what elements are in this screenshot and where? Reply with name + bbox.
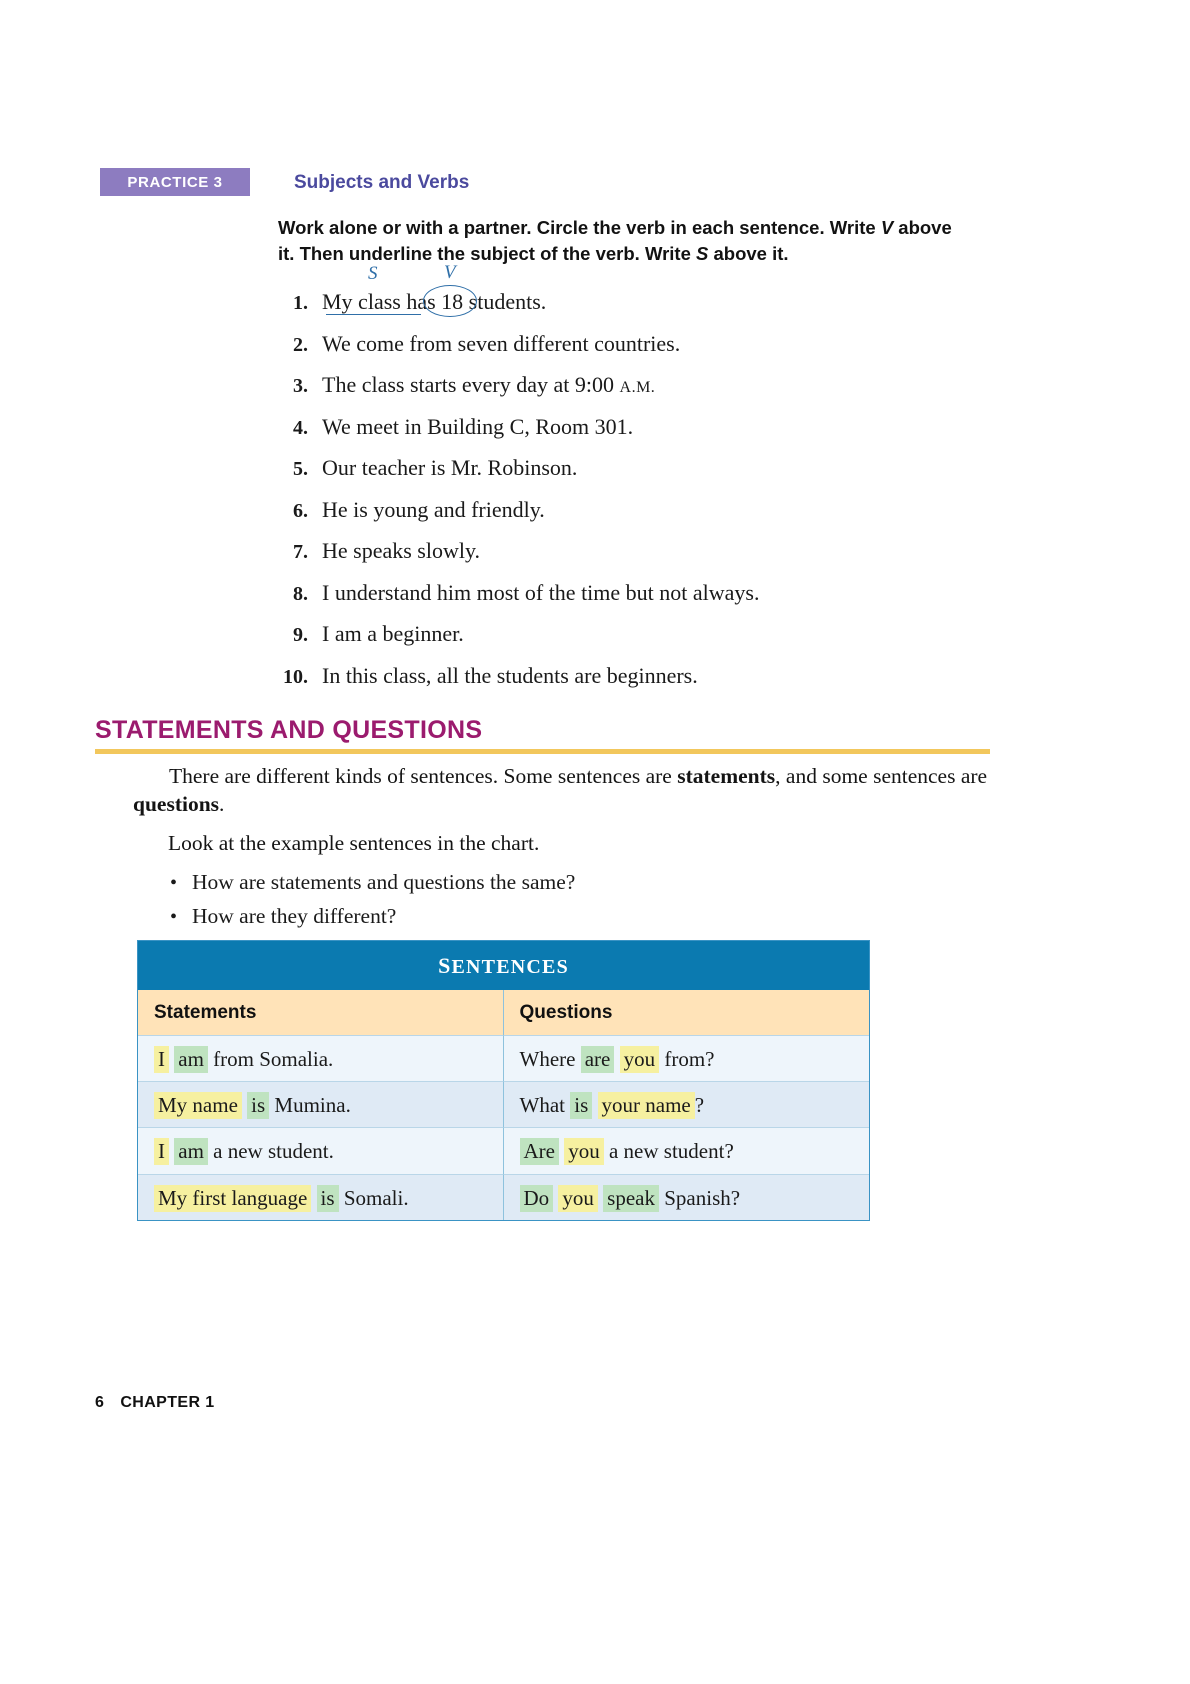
question-rest: Spanish? [659, 1185, 741, 1210]
highlight-subject: you [564, 1138, 604, 1165]
question-cell [504, 1174, 870, 1220]
item-number: 10. [283, 665, 308, 688]
directions-text-2: above it. Then underline the subject of the verb. Write [278, 217, 952, 265]
text-space [311, 1186, 316, 1210]
item-sentence: We come from seven different countries. [322, 330, 681, 356]
table-row [138, 1174, 869, 1220]
annotation-s-label: S [368, 263, 378, 284]
statement-rest: a new student. [207, 1139, 334, 1164]
list-item [270, 262, 1070, 316]
highlight-verb: is [317, 1185, 339, 1212]
list-item [270, 662, 1070, 690]
page-number: 6 [95, 1394, 105, 1411]
highlight-subject: I [154, 1046, 169, 1073]
bullet-icon: • [170, 872, 178, 894]
section-paragraph-2: Look at the example sentences in the chart. [168, 831, 540, 855]
item-number: 2. [293, 333, 308, 356]
highlight-auxiliary: Do [520, 1185, 554, 1212]
question-start: Where [519, 1046, 581, 1071]
practice-directions [278, 215, 968, 268]
chart-title-first-letter: S [438, 953, 452, 978]
question-rest: from? [659, 1046, 715, 1071]
item-number: 9. [293, 624, 308, 646]
item-number: 8. [293, 582, 308, 605]
item-number: 4. [293, 416, 308, 439]
paragraph-text-b: , and some sentences are [775, 764, 988, 788]
question-cell [504, 1081, 870, 1127]
item-number: 5. [293, 458, 308, 480]
statement-cell [138, 1035, 504, 1081]
section-paragraph-1 [133, 763, 998, 819]
list-item [270, 371, 1070, 399]
statement-cell [138, 1127, 504, 1173]
annotation-v-label: V [444, 262, 456, 283]
item-sentence: Our teacher is Mr. Robinson. [322, 455, 578, 480]
section-divider [95, 749, 990, 754]
chart-title [138, 941, 869, 990]
statement-rest: Somali. [338, 1185, 409, 1210]
highlight-subject: you [558, 1185, 598, 1212]
item-number: 3. [293, 375, 308, 397]
item-sentence: We meet in Building C, Room 301. [322, 413, 634, 439]
question-cell [504, 1035, 870, 1081]
annotation-verb-circle [423, 285, 477, 317]
list-item [270, 620, 1070, 648]
list-item [170, 903, 970, 928]
highlight-verb: is [570, 1092, 592, 1119]
list-item [270, 454, 1070, 482]
paragraph-text-c: . [219, 791, 225, 816]
directions-text-1: Work alone or with a partner. Circle the verb in each sentence. Write [278, 217, 881, 238]
highlight-verb: speak [603, 1185, 659, 1212]
sentences-chart [137, 940, 870, 1221]
practice-tag: PRACTICE 3 [100, 168, 250, 196]
chapter-label: CHAPTER 1 [120, 1394, 215, 1411]
annotation-subject-underline [326, 314, 421, 315]
highlight-subject: My name [154, 1092, 242, 1119]
text-space [614, 1047, 619, 1071]
table-row [138, 1035, 869, 1081]
text-space [592, 1093, 597, 1117]
item-sentence: He is young and friendly. [322, 496, 545, 522]
statement-cell [138, 1081, 504, 1127]
question-bullet-list [170, 860, 970, 927]
highlight-verb: is [247, 1092, 269, 1119]
statement-rest: Mumina. [269, 1093, 351, 1117]
question-rest: a new student? [603, 1139, 734, 1164]
list-item [270, 496, 1070, 524]
item-smallcaps: A.M. [619, 379, 656, 396]
table-row [138, 1081, 869, 1127]
question-start: What [519, 1093, 571, 1117]
item-number: 1. [293, 292, 308, 314]
term-questions: questions [133, 791, 220, 816]
directions-letter-s: S [696, 243, 709, 265]
highlight-verb: are [581, 1046, 615, 1073]
item-sentence: He speaks slowly. [322, 538, 481, 563]
page-footer [95, 1394, 215, 1412]
highlight-subject: My first language [154, 1185, 311, 1212]
item-sentence: I am a beginner. [322, 621, 464, 646]
list-item [170, 872, 970, 894]
statement-cell [138, 1174, 504, 1220]
highlight-subject: your name [598, 1092, 695, 1119]
chart-title-rest: ENTENCES [451, 956, 569, 978]
section-heading: STATEMENTS AND QUESTIONS [95, 716, 483, 744]
bullet-text: How are they different? [192, 903, 397, 928]
chart-column-headers [138, 990, 869, 1035]
list-item [270, 579, 1070, 607]
item-text [322, 371, 655, 399]
item-number: 7. [293, 541, 308, 563]
paragraph-text-a: There are different kinds of sentences. Some sentences are [169, 764, 678, 788]
practice-header [100, 168, 469, 196]
practice-title: Subjects and Verbs [294, 172, 470, 193]
highlight-verb: Are [520, 1138, 559, 1165]
bullet-text: How are statements and questions the same? [192, 870, 576, 894]
column-header-statements: Statements [138, 990, 504, 1035]
column-header-questions: Questions [504, 990, 870, 1035]
highlight-verb: am [174, 1046, 208, 1073]
table-row [138, 1127, 869, 1173]
list-item [270, 537, 1070, 565]
list-item [270, 413, 1070, 441]
item-sentence: My class has 18 students. [322, 289, 547, 314]
item-number: 6. [293, 499, 308, 522]
item-sentence: I understand him most of the time but not always. [322, 579, 760, 605]
term-statements: statements [677, 764, 776, 788]
item-sentence: The class starts every day at 9:00 [322, 372, 620, 397]
bullet-icon: • [170, 905, 178, 928]
highlight-subject: I [154, 1138, 169, 1165]
item-sentence: In this class, all the students are beginners. [322, 662, 698, 688]
item-text [322, 262, 547, 316]
directions-letter-v: V [880, 217, 894, 238]
highlight-verb: am [174, 1138, 208, 1165]
highlight-subject: you [620, 1046, 660, 1073]
question-rest: ? [694, 1093, 705, 1117]
directions-text-3: above it. [708, 243, 789, 265]
exercise-list [270, 262, 1070, 703]
question-cell [504, 1127, 870, 1173]
statement-rest: from Somalia. [207, 1046, 334, 1071]
list-item [270, 330, 1070, 358]
